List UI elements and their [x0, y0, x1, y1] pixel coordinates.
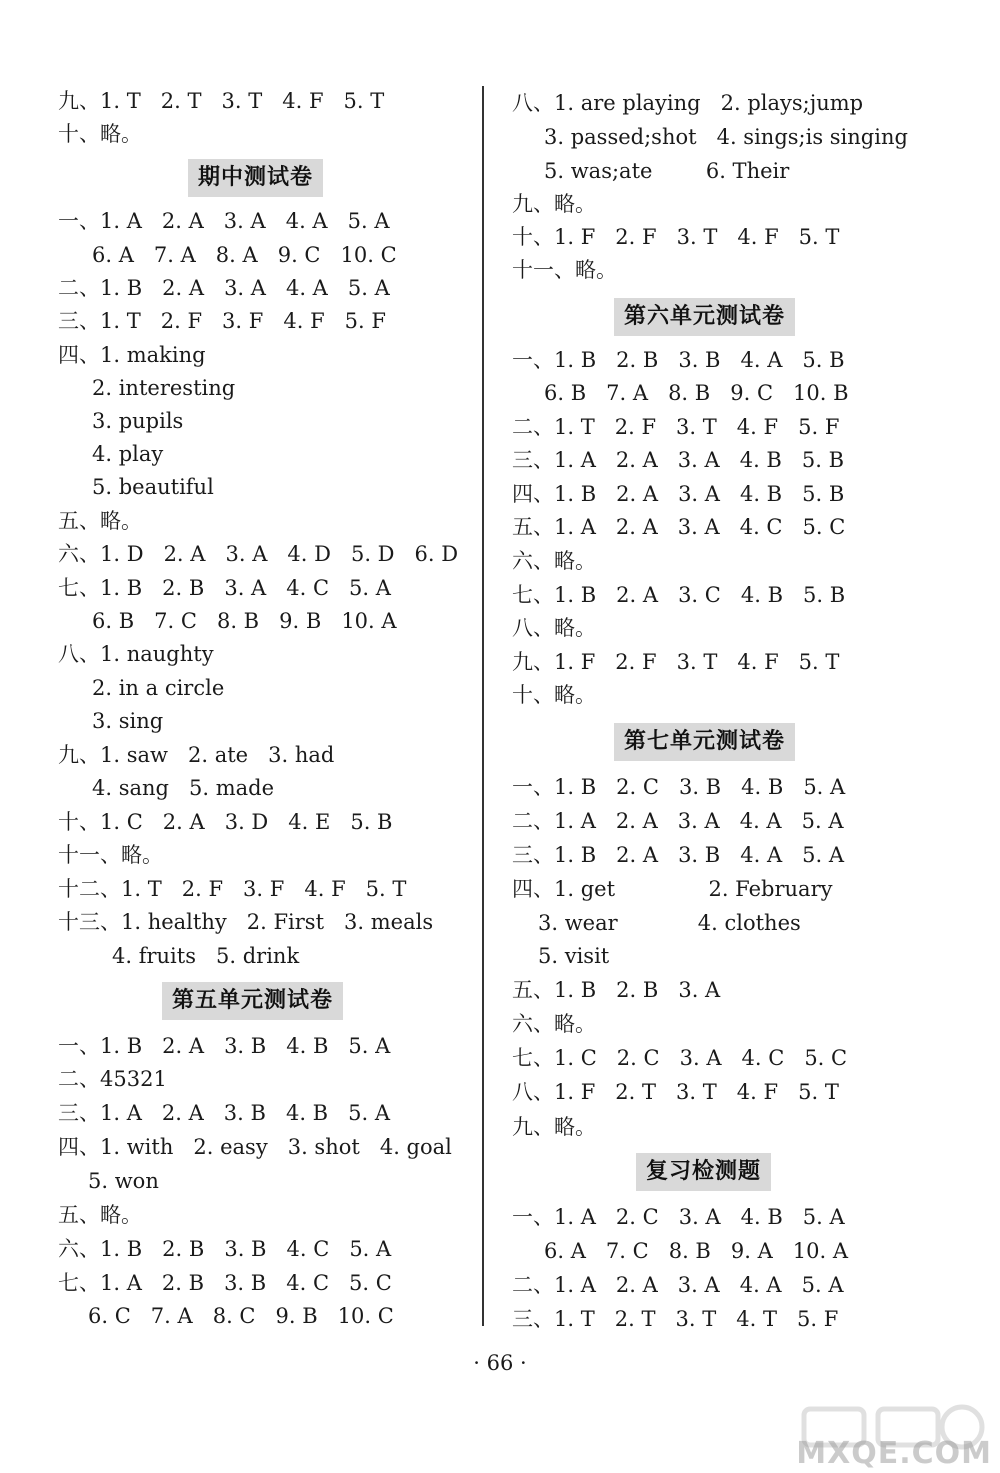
answer-line: 六、略。 [512, 549, 596, 573]
section-heading: 第五单元测试卷 [162, 982, 343, 1020]
answer-line: 6. B 7. C 8. B 9. B 10. A [92, 609, 397, 633]
answer-line: 6. A 7. C 8. B 9. A 10. A [544, 1239, 849, 1263]
answer-line: 十、略。 [512, 683, 596, 707]
answer-line: 5. was;ate 6. Their [544, 159, 790, 183]
watermark-text: MXQE.COM [796, 1436, 992, 1471]
page-number: · 66 · [473, 1351, 527, 1375]
answer-line: 十、1. F 2. F 3. T 4. F 5. T [512, 225, 840, 249]
answer-line: 四、1. B 2. A 3. A 4. B 5. B [512, 482, 845, 506]
answer-line: 十一、略。 [512, 258, 617, 282]
section-heading: 第七单元测试卷 [614, 723, 795, 761]
answer-line: 4. play [92, 442, 164, 466]
answer-line: 十、1. C 2. A 3. D 4. E 5. B [58, 810, 393, 834]
answer-line: 6. A 7. A 8. A 9. C 10. C [92, 243, 397, 267]
answer-line: 6. B 7. A 8. B 9. C 10. B [544, 381, 849, 405]
answer-line: 十三、1. healthy 2. First 3. meals [58, 910, 434, 934]
answer-line: 七、1. B 2. B 3. A 4. C 5. A [58, 576, 391, 600]
answer-line: 九、1. saw 2. ate 3. had [58, 743, 335, 767]
answer-line: 二、1. T 2. F 3. T 4. F 5. F [512, 415, 840, 439]
answer-line: 六、1. B 2. B 3. B 4. C 5. A [58, 1237, 392, 1261]
answer-line: 一、1. A 2. C 3. A 4. B 5. A [512, 1205, 845, 1229]
answer-line: 6. C 7. A 8. C 9. B 10. C [88, 1304, 394, 1328]
answer-line: 2. in a circle [92, 676, 225, 700]
answer-line: 5. won [88, 1169, 159, 1193]
answer-line: 二、1. B 2. A 3. A 4. A 5. A [58, 276, 390, 300]
answer-line: 三、1. A 2. A 3. B 4. B 5. A [58, 1101, 391, 1125]
answer-line: 二、1. A 2. A 3. A 4. A 5. A [512, 809, 844, 833]
section-heading: 期中测试卷 [188, 159, 323, 197]
answer-line: 五、略。 [58, 1203, 142, 1227]
answer-line: 3. wear 4. clothes [538, 911, 801, 935]
answer-line: 九、1. T 2. T 3. T 4. F 5. T [58, 89, 385, 113]
answer-line: 六、1. D 2. A 3. A 4. D 5. D 6. D [58, 542, 459, 566]
answer-line: 5. visit [538, 944, 610, 968]
answer-line: 八、略。 [512, 616, 596, 640]
answer-line: 七、1. A 2. B 3. B 4. C 5. C [58, 1271, 392, 1295]
answer-line: 四、1. making [58, 343, 206, 367]
answer-line: 五、1. A 2. A 3. A 4. C 5. C [512, 515, 846, 539]
answer-line: 三、1. A 2. A 3. A 4. B 5. B [512, 448, 845, 472]
answer-line: 十二、1. T 2. F 3. F 4. F 5. T [58, 877, 407, 901]
answer-line: 九、1. F 2. F 3. T 4. F 5. T [512, 650, 840, 674]
answer-line: 七、1. B 2. A 3. C 4. B 5. B [512, 583, 846, 607]
answer-line: 三、1. T 2. F 3. F 4. F 5. F [58, 309, 386, 333]
answer-line: 2. interesting [92, 376, 236, 400]
answer-line: 4. sang 5. made [92, 776, 275, 800]
answer-line: 四、1. with 2. easy 3. shot 4. goal [58, 1135, 452, 1159]
answer-line: 八、1. F 2. T 3. T 4. F 5. T [512, 1080, 839, 1104]
section-heading: 复习检测题 [636, 1153, 771, 1191]
answer-line: 四、1. get 2. February [512, 877, 833, 901]
answer-line: 5. beautiful [92, 475, 214, 499]
answer-line: 一、1. B 2. A 3. B 4. B 5. A [58, 1034, 391, 1058]
answer-line: 九、略。 [512, 192, 596, 216]
answer-line: 一、1. B 2. B 3. B 4. A 5. B [512, 348, 845, 372]
answer-line: 八、1. are playing 2. plays;jump [512, 91, 864, 115]
answer-line: 七、1. C 2. C 3. A 4. C 5. C [512, 1046, 848, 1070]
answer-line: 4. fruits 5. drink [112, 944, 300, 968]
answer-line: 十一、略。 [58, 843, 163, 867]
answer-line: 三、1. B 2. A 3. B 4. A 5. A [512, 843, 845, 867]
section-heading: 第六单元测试卷 [614, 298, 795, 336]
answer-line: 二、45321 [58, 1067, 167, 1091]
column-divider [482, 86, 484, 1326]
answer-line: 一、1. B 2. C 3. B 4. B 5. A [512, 775, 846, 799]
answer-line: 五、1. B 2. B 3. A [512, 978, 721, 1002]
answer-line: 一、1. A 2. A 3. A 4. A 5. A [58, 209, 390, 233]
answer-line: 九、略。 [512, 1115, 596, 1139]
answer-line: 五、略。 [58, 509, 142, 533]
answer-line: 3. pupils [92, 409, 184, 433]
answer-line: 三、1. T 2. T 3. T 4. T 5. F [512, 1307, 839, 1331]
answer-line: 二、1. A 2. A 3. A 4. A 5. A [512, 1273, 844, 1297]
answer-line: 3. passed;shot 4. sings;is singing [544, 125, 908, 149]
answer-line: 八、1. naughty [58, 642, 214, 666]
answer-line: 3. sing [92, 709, 164, 733]
answer-line: 十、略。 [58, 122, 142, 146]
answer-line: 六、略。 [512, 1012, 596, 1036]
